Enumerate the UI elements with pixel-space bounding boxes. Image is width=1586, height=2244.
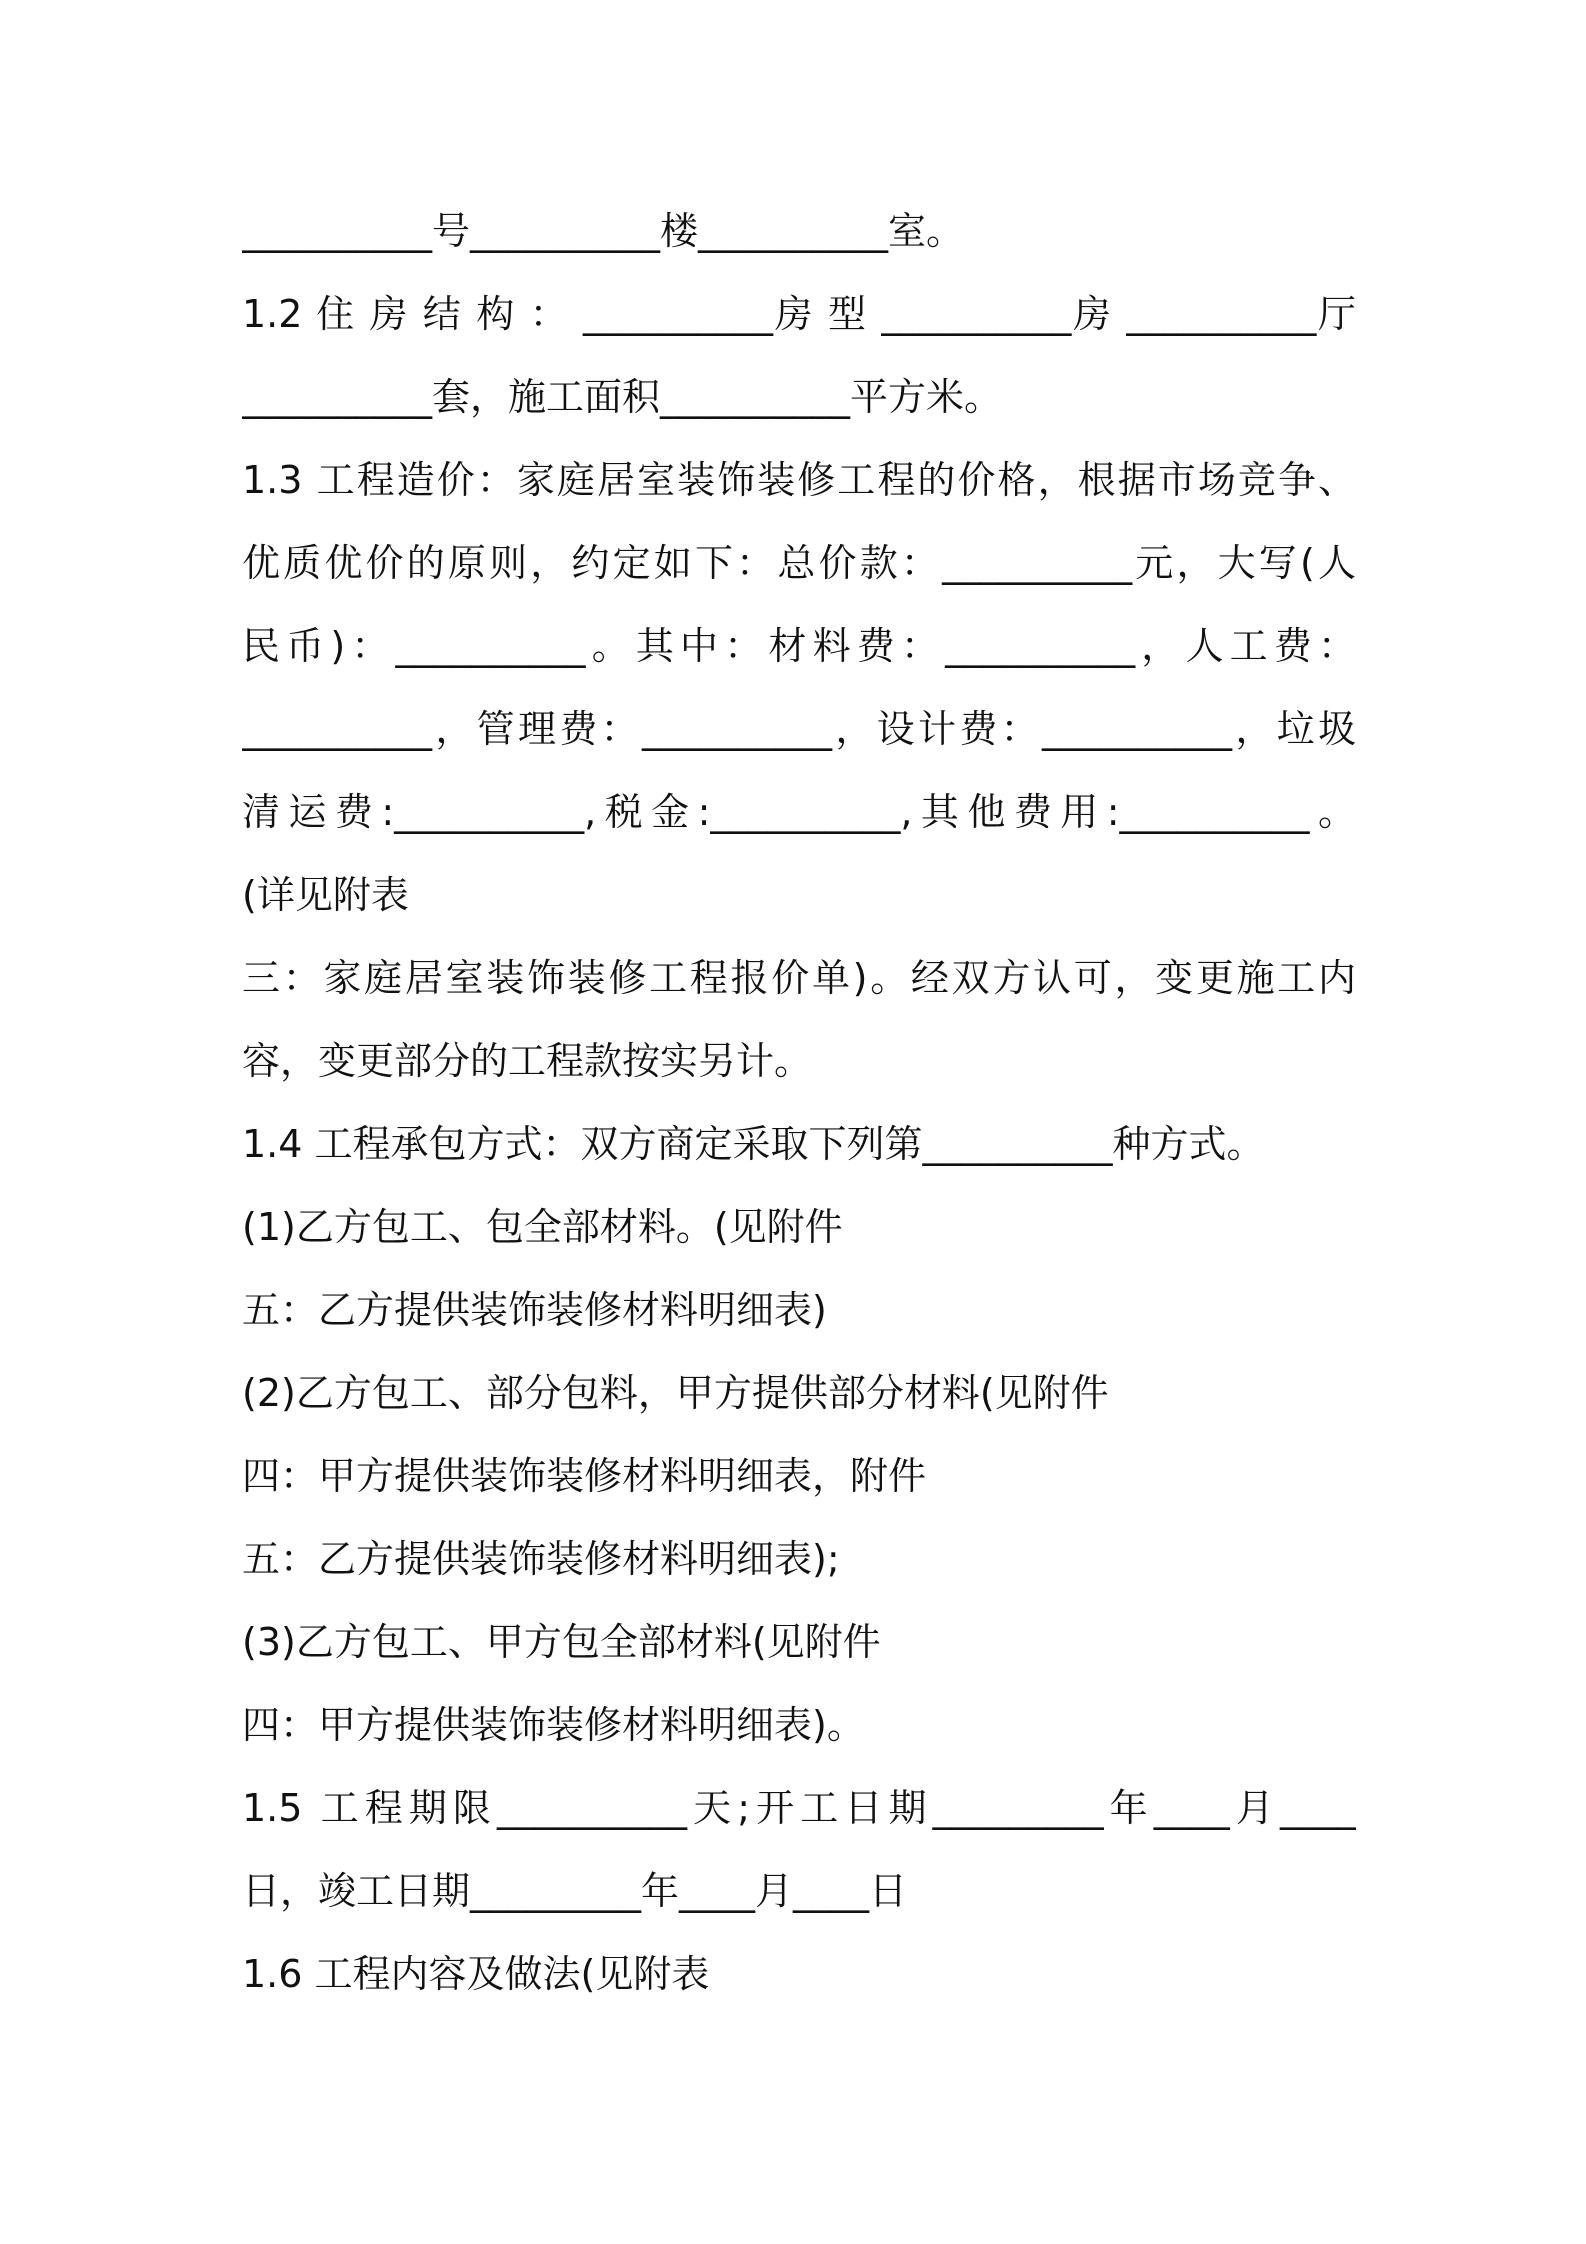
text-line-1-3-project-cost: 1.3 工程造价：家庭居室装饰装修工程的价格，根据市场竞争、 [242,458,1356,502]
text-line-completion-date: 日，竣工日期_________年____月____日 [242,1869,908,1913]
text-line-quotation-change: 三：家庭居室装饰装修工程报价单)。经双方认可，变更施工内 [242,956,1356,1000]
text-line-construction-area: __________套，施工面积__________平方米。 [242,375,1003,419]
text-line-1-4-contract-method: 1.4 工程承包方式：双方商定采取下列第__________种方式。 [242,1122,1265,1166]
text-line-option-2-attachment-a: 四：甲方提供装饰装修材料明细表，附件 [242,1454,927,1498]
text-line-option-2: (2)乙方包工、部分包料，甲方提供部分材料(见附件 [242,1371,1109,1415]
text-line-option-3: (3)乙方包工、甲方包全部材料(见附件 [242,1620,881,1664]
text-line-1-2-housing-structure: 1.2 住 房 结 构 ： __________房 型 __________房 __________厅 [242,292,1356,336]
text-line-material-labor-fees: 民币)：__________。其中：材料费：__________，人工费： [242,624,1356,668]
text-line-other-fees: 清运费:__________,税金:__________,其他费用:__________。 [242,790,1356,834]
text-line-option-3-attachment: 四：甲方提供装饰装修材料明细表)。 [242,1703,865,1747]
text-line-option-1-attachment: 五：乙方提供装饰装修材料明细表) [242,1288,827,1332]
text-line-1-6-project-content: 1.6 工程内容及做法(见附表 [242,1952,710,1996]
text-line-1-5-project-duration: 1.5 工程期限__________天;开工日期_________年____月____ [242,1786,1356,1830]
text-line-option-1: (1)乙方包工、包全部材料。(见附件 [242,1205,843,1249]
text-line-option-2-attachment-b: 五：乙方提供装饰装修材料明细表); [242,1537,840,1581]
text-line-room-address: __________号__________楼__________室。 [242,209,965,253]
text-line-management-design-fees: __________，管理费：__________，设计费：__________，垃圾 [242,707,1356,751]
text-line-change-payment: 容，变更部分的工程款按实另计。 [242,1039,813,1083]
text-line-see-table: (详见附表 [242,873,409,917]
text-line-total-price: 优质优价的原则，约定如下：总价款：__________元，大写(人 [242,541,1356,585]
